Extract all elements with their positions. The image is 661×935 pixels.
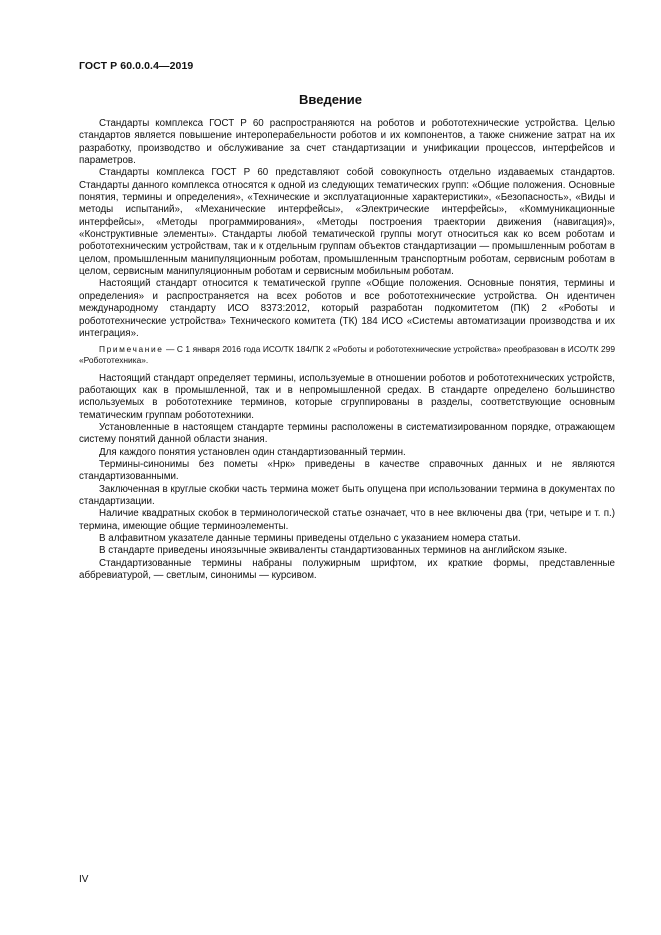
paragraph: Установленные в настоящем стандарте термины расположены в систематизированном порядке, отражающем систему понятий данной области знания. (79, 421, 615, 446)
paragraph: В стандарте приведены иноязычные эквиваленты стандартизованных терминов на английском языке. (99, 545, 568, 557)
paragraph: Заключенная в круглые скобки часть термина может быть опущена при использовании термина в документах по стандартизации. (79, 483, 615, 508)
paragraph: Стандарты комплекса ГОСТ Р 60 представляют собой совокупность отдельно издаваемых стандартов. Стандарты данного комплекса относятся к одной из следующих тематических групп: «Общие положения. Основные понятия, термины и определения», «Технические и эксплуатационные характеристики», «Безопасность», «Виды и методы испытаний», «Механические интерфейсы», «Электрические интерфейсы», «Коммуникационные интерфейсы», «Методы программирования», «Методы построения траектории движения (навигация)», «Конструктивные элементы». Стандарты любой тематической группы могут относиться как ко всем роботам и робототехническим устройствам, так и к отдельным группам объектов стандартизации — промышленным роботам в целом, промышленным манипуляционным роботам, промышленным транспортным роботам, сервисным роботам в целом, сервисным манипуляционным роботам и сервисным мобильным роботам. (79, 167, 615, 278)
paragraph: Наличие квадратных скобок в терминологической статье означает, что в нее включены два (три, четыре и т. п.) термина, имеющие общие терминоэлементы. (79, 508, 615, 532)
body-text (79, 118, 615, 582)
paragraph: Стандартизованные термины набраны полужирным шрифтом, их краткие формы, представленные аббревиатурой, — светлым, синонимы — курсивом. (79, 557, 615, 582)
paragraph: Термины-синонимы без пометы «Нрк» приведены в качестве справочных данных и не являются стандартизованными. (79, 459, 615, 483)
note (79, 344, 615, 366)
section-title: Введение (299, 92, 362, 107)
paragraph: Настоящий стандарт относится к тематической группе «Общие положения. Основные понятия, термины и определения» и распространяется на всех роботов и все робототехнические устройства. Он идентичен международному стандарту ИСО 8373:2012, который разработан подкомитетом (ПК) 2 «Роботы и робототехнические устройства» Технического комитета (ТК) 184 ИСО «Системы автоматизации производства и их интеграция». (79, 278, 615, 339)
paragraph: Для каждого понятия установлен один стандартизованный термин. (99, 446, 406, 458)
note-text: — С 1 января 2016 года ИСО/ТК 184/ПК 2 «Роботы и робототехнические устройства» преобразован в ИСО/ТК 299 «Робототехника». (79, 344, 615, 366)
page-number: IV (79, 874, 89, 885)
paragraph: Стандарты комплекса ГОСТ Р 60 распространяются на роботов и робототехнические устройства. Целью стандартов является повышение интероперабельности роботов и их компонентов, а также снижение затрат на их разработку, производство и обслуживание за счет стандартизации и унификации процессов, интерфейсов и параметров. (79, 118, 615, 167)
running-header-doc-number: ГОСТ Р 60.0.0.4—2019 (79, 60, 194, 72)
note-label: Примечание (99, 344, 164, 355)
paragraph: Настоящий стандарт определяет термины, используемые в отношении роботов и робототехнических устройств, работающих как в промышленной, так и в непромышленной средах. В стандарте определено большинство используемых в робототехнике терминов, которые сгруппированы в разделы, соответствующие основным тематическим группам робототехники. (79, 372, 615, 421)
paragraph: В алфавитном указателе данные термины приведены отдельно с указанием номера статьи. (99, 533, 521, 545)
